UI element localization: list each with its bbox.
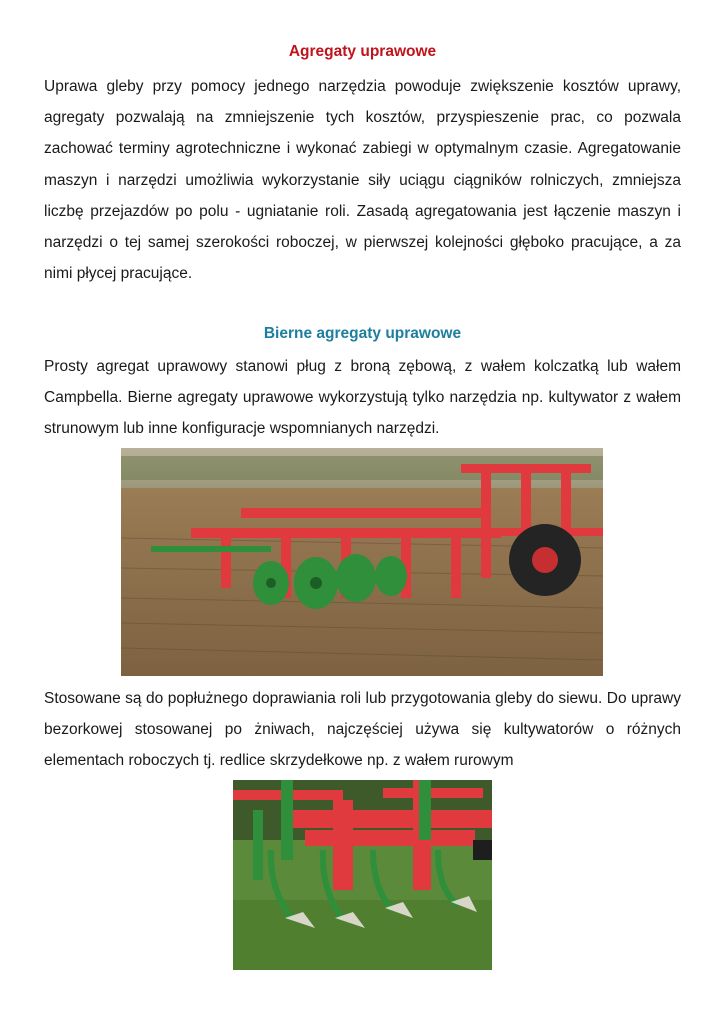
paragraph-intro: Uprawa gleby przy pomocy jednego narzędzia powoduje zwiększenie kosztów uprawy, agregaty pozwalają na zmniejszenie tych kosztów, przyspieszenie prac, co pozwala zachować terminy agrotechniczne i wykonać zabiegi w optymalnym czasie. Agregatowanie maszyn i narzędzi umożliwia wykorzystanie siły uciągu ciągników rolniczych, zmniejsza liczbę przejazdów po polu - ugniatanie roli. Zasadą agregatowania jest łączenie maszyn i narzędzi o tej samej szerokości roboczej, w pierwszej kolejności głęboko pracujące, a za nimi płycej pracujące. bbox=[44, 78, 681, 283]
section-heading: Bierne agregaty uprawowe bbox=[263, 325, 462, 342]
cultivator-tines-photo bbox=[233, 780, 492, 970]
paragraph-passive-aggregates: Prosty agregat uprawowy stanowi pług z broną zębową, z wałem kolczatką lub wałem Campbella. Bierne agregaty uprawowe wykorzystują tylko narzędzia np. kultywator z wałem strunowym lub inne konfiguracje wspomnianych narzędzi. bbox=[44, 358, 681, 438]
paragraph-usage: Stosowane są do popłużnego doprawiania roli lub przygotowania gleby do siewu. Do uprawy bezorkowej stosowanej po żniwach, najczęściej używa się kultywatorów o różnych elementach roboczych tj. redlice skrzydełkowe np. z wałem rurowym bbox=[44, 690, 681, 770]
tillage-aggregate-photo bbox=[121, 448, 603, 676]
page-title: Agregaty uprawowe bbox=[288, 43, 437, 60]
